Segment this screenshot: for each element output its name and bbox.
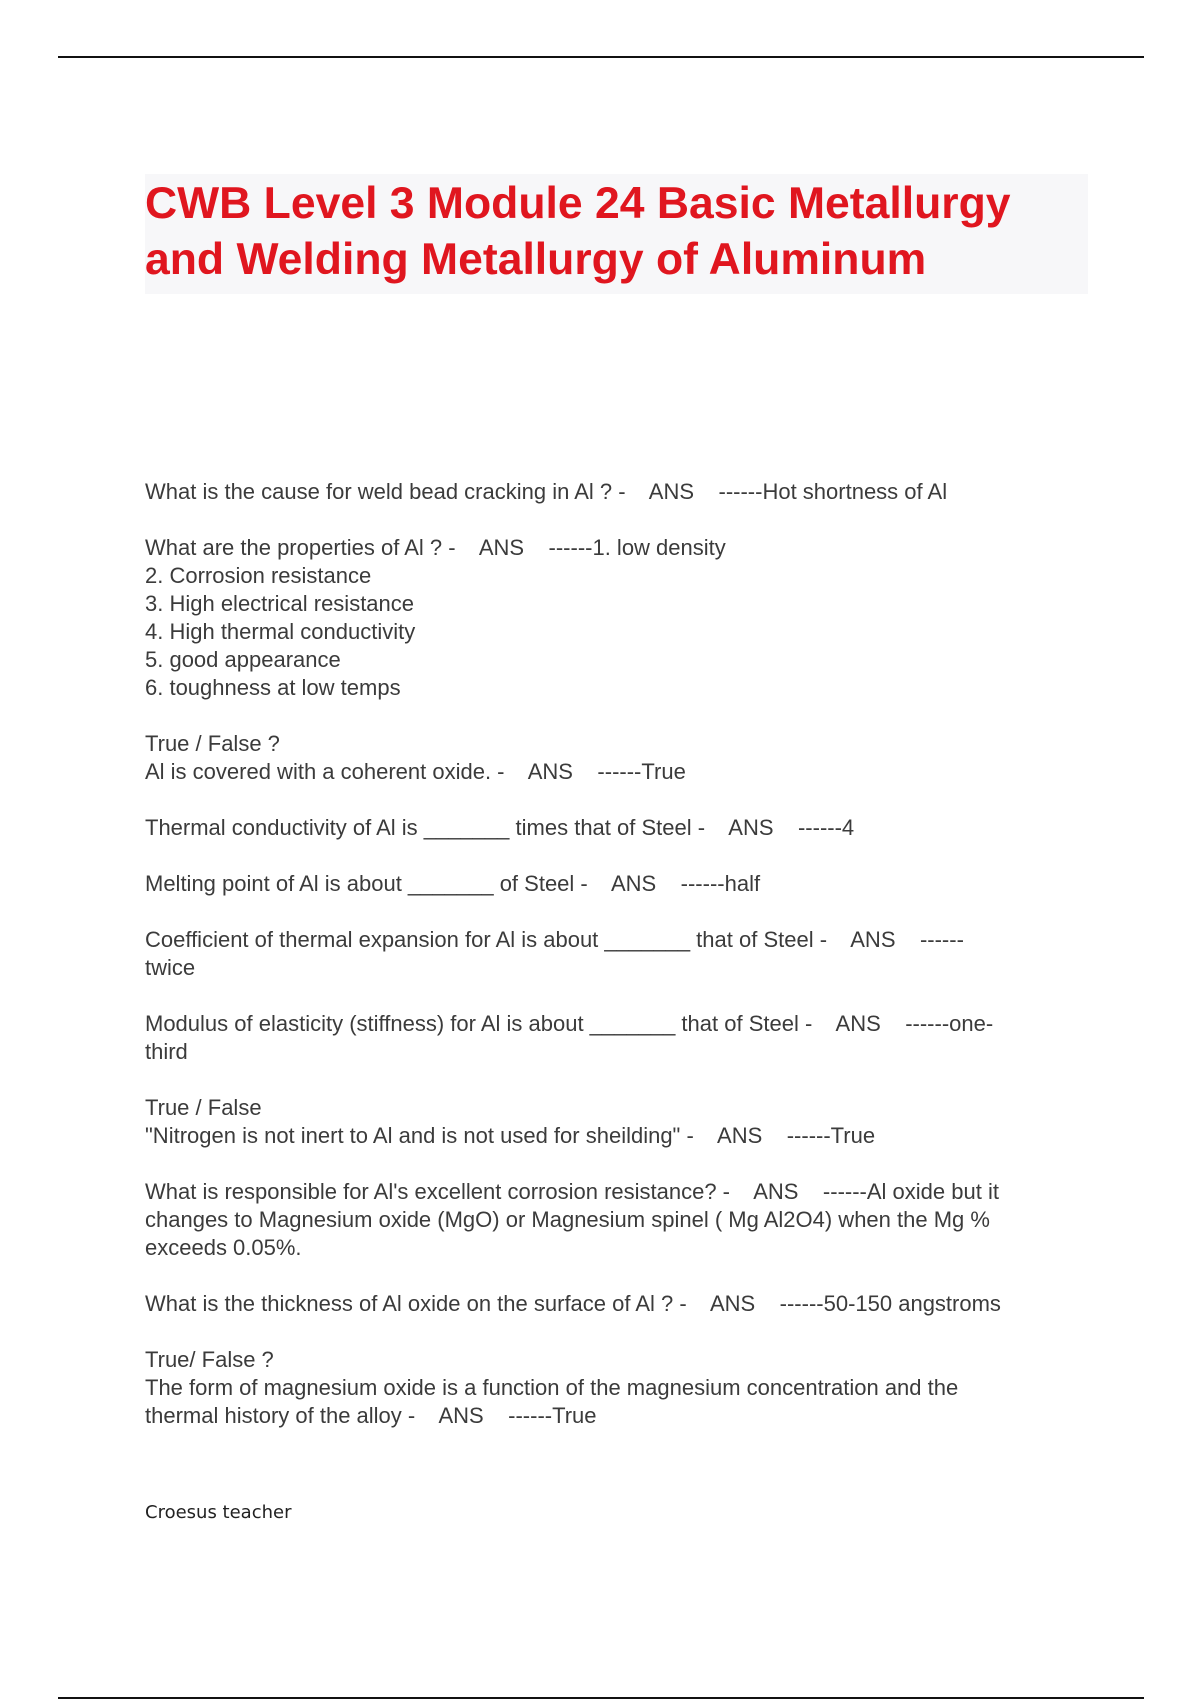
- qa-line: True/ False ?: [145, 1347, 274, 1372]
- qa-line: thermal history of the alloy - ANS ------True: [145, 1403, 597, 1428]
- qa-line: True / False: [145, 1095, 262, 1120]
- qa-line: Al is covered with a coherent oxide. - ANS ------True: [145, 759, 686, 784]
- qa-line: True / False ?: [145, 731, 280, 756]
- qa-line: 5. good appearance: [145, 647, 341, 672]
- qa-item: [145, 534, 1095, 702]
- title-line-1: CWB Level 3 Module 24 Basic Metallurgy: [145, 179, 1011, 228]
- qa-line: 2. Corrosion resistance: [145, 563, 372, 588]
- qa-line: exceeds 0.05%.: [145, 1235, 302, 1260]
- qa-item: [145, 1178, 1095, 1262]
- title-line-2: and Welding Metallurgy of Aluminum: [145, 235, 927, 284]
- qa-line: Melting point of Al is about _______ of Steel - ANS ------half: [145, 871, 761, 896]
- qa-item: [145, 1094, 1095, 1150]
- qa-item: [145, 870, 1095, 898]
- qa-line: What is responsible for Al's excellent corrosion resistance? - ANS ------Al oxide but it: [145, 1179, 999, 1204]
- qa-item: [145, 1346, 1095, 1430]
- qa-line: changes to Magnesium oxide (MgO) or Magnesium spinel ( Mg Al2O4) when the Mg %: [145, 1207, 990, 1232]
- qa-line: What is the cause for weld bead cracking in Al ? - ANS ------Hot shortness of Al: [145, 479, 948, 504]
- qa-line: The form of magnesium oxide is a function of the magnesium concentration and the: [145, 1375, 959, 1400]
- footer-author: Croesus teacher: [145, 1502, 292, 1523]
- qa-line: twice: [145, 955, 196, 980]
- qa-list: [145, 478, 1095, 1458]
- qa-line: 4. High thermal conductivity: [145, 619, 416, 644]
- qa-line: "Nitrogen is not inert to Al and is not used for sheilding" - ANS ------True: [145, 1123, 876, 1148]
- qa-line: What is the thickness of Al oxide on the surface of Al ? - ANS ------50-150 angstroms: [145, 1291, 1001, 1316]
- qa-line: 3. High electrical resistance: [145, 591, 415, 616]
- document-title: [145, 174, 1088, 294]
- qa-line: Coefficient of thermal expansion for Al is about _______ that of Steel - ANS ------: [145, 927, 964, 952]
- qa-item: [145, 1290, 1095, 1318]
- qa-line: 6. toughness at low temps: [145, 675, 401, 700]
- qa-line: Modulus of elasticity (stiffness) for Al is about _______ that of Steel - ANS ------one-: [145, 1011, 994, 1036]
- qa-item: [145, 814, 1095, 842]
- top-rule: [58, 56, 1144, 58]
- bottom-rule: [58, 1697, 1144, 1699]
- qa-item: [145, 926, 1095, 982]
- qa-line: Thermal conductivity of Al is _______ times that of Steel - ANS ------4: [145, 815, 855, 840]
- qa-item: [145, 1010, 1095, 1066]
- qa-item: [145, 730, 1095, 786]
- qa-line: What are the properties of Al ? - ANS ------1. low density: [145, 535, 726, 560]
- qa-item: [145, 478, 1095, 506]
- qa-line: third: [145, 1039, 188, 1064]
